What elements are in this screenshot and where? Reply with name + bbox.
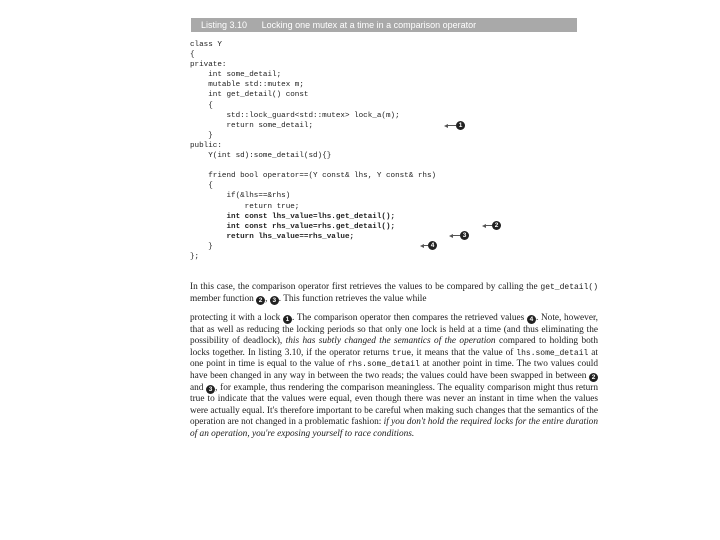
inline-callout-3: 3 bbox=[270, 296, 279, 305]
callout-badge-2: 2 bbox=[492, 221, 501, 230]
code-line: private: bbox=[190, 61, 227, 70]
paragraph-1 bbox=[190, 282, 598, 305]
text-run: , for example, thus rendering the comparison meaningless. The equality comparison might thus return true to indicate that the values were equal, even though there was never an instant in time when the values were actually equal. It's therefore important to be careful when making such changes that the semantics of the operation are not changed in a problematic fashion: bbox=[190, 382, 599, 428]
code-line: } bbox=[190, 242, 213, 251]
code-line: std::lock_guard<std::mutex> lock_a(m); bbox=[190, 111, 400, 120]
code-line bbox=[190, 161, 490, 171]
callout-1 bbox=[444, 121, 465, 130]
callout-badge-4: 4 bbox=[428, 241, 437, 250]
text-run: and bbox=[190, 382, 207, 393]
code-line: class Y bbox=[190, 41, 222, 49]
listing-number: Listing 3.10 bbox=[201, 20, 248, 30]
code-line: { bbox=[190, 182, 213, 191]
code-line: Y(int sd):some_detail(sd){} bbox=[190, 152, 332, 161]
emphasis-text: if you don't hold the required locks for the entire duration of an operation, you're exposing yourself to race conditions. bbox=[190, 417, 598, 439]
code-listing bbox=[190, 40, 490, 262]
code-line: friend bool operator==(Y const& lhs, Y const& rhs) bbox=[190, 172, 437, 181]
callout-line bbox=[447, 125, 456, 126]
code-line: { bbox=[190, 51, 195, 60]
text-run: compared to holding both locks together. In listing 3.10, if the operator returns bbox=[190, 336, 598, 358]
code-line: }; bbox=[190, 252, 200, 261]
inline-callout-3: 3 bbox=[206, 385, 215, 394]
text-run: at another point in time. The two values could have been changed in any way in between the two reads; the values could have been swapped in between bbox=[190, 359, 598, 381]
text-run: . This function retrieves the value while bbox=[278, 293, 427, 304]
callout-2 bbox=[482, 221, 501, 230]
text-run: . Note, however, that as well as reducing the locking periods so that only one lock is held at a time (and thus eliminating the possibility of deadlock), bbox=[190, 313, 598, 347]
text-run: In this case, the comparison operator first retrieves the values to be compared by calling the bbox=[190, 282, 541, 292]
listing-header bbox=[191, 18, 577, 32]
code-line: int const rhs_value=rhs.get_detail(); bbox=[190, 222, 396, 231]
text-run: . The comparison operator then compares the retrieved values bbox=[291, 313, 527, 323]
callout-3 bbox=[449, 231, 469, 240]
code-line: return lhs_value==rhs_value; bbox=[190, 232, 355, 241]
callout-badge-3: 3 bbox=[460, 231, 469, 240]
code-line: } bbox=[190, 131, 213, 140]
callout-line bbox=[485, 225, 492, 226]
callout-badge-1: 1 bbox=[456, 121, 465, 130]
inline-code: rhs.some_detail bbox=[347, 360, 420, 370]
inline-code: get_detail() bbox=[540, 283, 598, 292]
inline-callout-1: 1 bbox=[283, 315, 292, 324]
text-run: at one point in time is equal to the value of bbox=[190, 347, 598, 370]
code-line: int const lhs_value=lhs.get_detail(); bbox=[190, 212, 396, 221]
callout-4 bbox=[420, 241, 437, 250]
code-line: return true; bbox=[190, 202, 300, 211]
code-line: mutable std::mutex m; bbox=[190, 81, 304, 90]
listing-title: Locking one mutex at a time in a comparison operator bbox=[261, 20, 477, 30]
code-line: { bbox=[190, 101, 213, 110]
text-run: , it means that the value of bbox=[411, 347, 517, 358]
code-line: return some_detail; bbox=[190, 121, 314, 130]
inline-callout-2: 2 bbox=[589, 373, 598, 382]
code-line: public: bbox=[190, 141, 222, 150]
inline-code: lhs.some_detail bbox=[516, 348, 589, 358]
inline-code: true bbox=[391, 348, 412, 358]
paragraph-2 bbox=[190, 313, 598, 441]
code-line: int get_detail() const bbox=[190, 91, 309, 100]
text-run: protecting it with a lock bbox=[190, 313, 283, 323]
inline-callout-4: 4 bbox=[527, 315, 536, 324]
callout-line bbox=[452, 235, 460, 236]
inline-callout-2: 2 bbox=[256, 296, 265, 305]
emphasis-text: this has subtly changed the semantics of the operation bbox=[285, 336, 496, 347]
text-run: , bbox=[265, 293, 270, 304]
text-run: member function bbox=[190, 293, 257, 304]
code-line: int some_detail; bbox=[190, 71, 282, 80]
code-line: if(&lhs==&rhs) bbox=[190, 192, 291, 201]
